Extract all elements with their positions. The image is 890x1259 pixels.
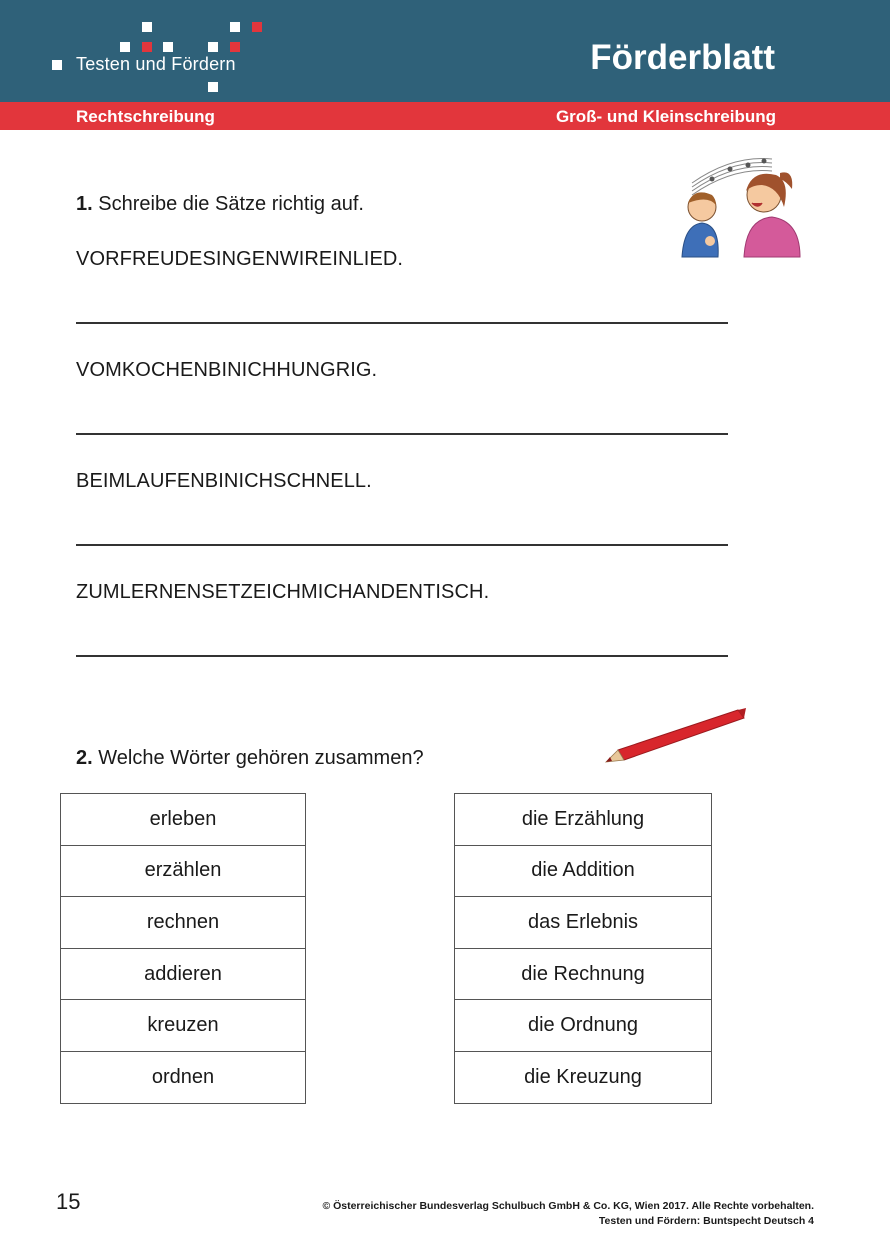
- task1-answer-line-3[interactable]: [76, 544, 728, 546]
- task1-instruction: Schreibe die Sätze richtig auf.: [98, 193, 364, 215]
- right-word-cell[interactable]: die Rechnung: [455, 948, 712, 1000]
- task1-answer-line-1[interactable]: [76, 322, 728, 324]
- right-word-cell[interactable]: die Addition: [455, 845, 712, 897]
- logo-squares-icon: [0, 0, 300, 102]
- task2-number: 2.: [76, 747, 93, 769]
- logo-text: Testen und Fördern: [76, 54, 236, 74]
- task1-sentence-2: VOMKOCHENBINICHHUNGRIG.: [76, 359, 378, 381]
- left-word-cell[interactable]: erleben: [61, 794, 306, 846]
- page-header: [0, 0, 890, 102]
- left-word-cell[interactable]: kreuzen: [61, 1000, 306, 1052]
- copyright-text: © Österreichischer Bundesverlag Schulbuch GmbH & Co. KG, Wien 2017. Alle Rechte vorbehalten.: [322, 1200, 814, 1212]
- task1-number: 1.: [76, 193, 93, 215]
- task1-answer-line-2[interactable]: [76, 433, 728, 435]
- task2-heading: [76, 747, 424, 770]
- left-word-cell[interactable]: addieren: [61, 948, 306, 1000]
- left-word-cell[interactable]: rechnen: [61, 897, 306, 949]
- left-word-cell[interactable]: ordnen: [61, 1051, 306, 1103]
- red-pencil-illustration: [600, 704, 748, 768]
- task1-sentence-3: BEIMLAUFENBINICHSCHNELL.: [76, 470, 372, 492]
- left-word-cell[interactable]: erzählen: [61, 845, 306, 897]
- right-word-cell[interactable]: die Ordnung: [455, 1000, 712, 1052]
- page-number: 15: [56, 1189, 81, 1214]
- subject-label: Rechtschreibung: [76, 107, 215, 126]
- right-word-cell[interactable]: die Kreuzung: [455, 1051, 712, 1103]
- subject-bar: [0, 102, 890, 130]
- singing-children-illustration: [672, 145, 812, 260]
- right-word-cell[interactable]: die Erzählung: [455, 794, 712, 846]
- task1-sentence-4: ZUMLERNENSETZEICHMICHANDENTISCH.: [76, 581, 490, 603]
- right-word-cell[interactable]: das Erlebnis: [455, 897, 712, 949]
- task1-answer-line-4[interactable]: [76, 655, 728, 657]
- page-title: Förderblatt: [590, 38, 775, 77]
- left-word-table: [60, 793, 306, 1104]
- task1-heading: [76, 193, 364, 216]
- task2-instruction: Welche Wörter gehören zusammen?: [98, 747, 424, 769]
- right-word-table: [454, 793, 712, 1104]
- topic-label: Groß- und Kleinschreibung: [555, 107, 776, 126]
- series-text: Testen und Fördern: Buntspecht Deutsch 4: [598, 1215, 814, 1227]
- task1-sentence-1: VORFREUDESINGENWIREINLIED.: [76, 248, 404, 270]
